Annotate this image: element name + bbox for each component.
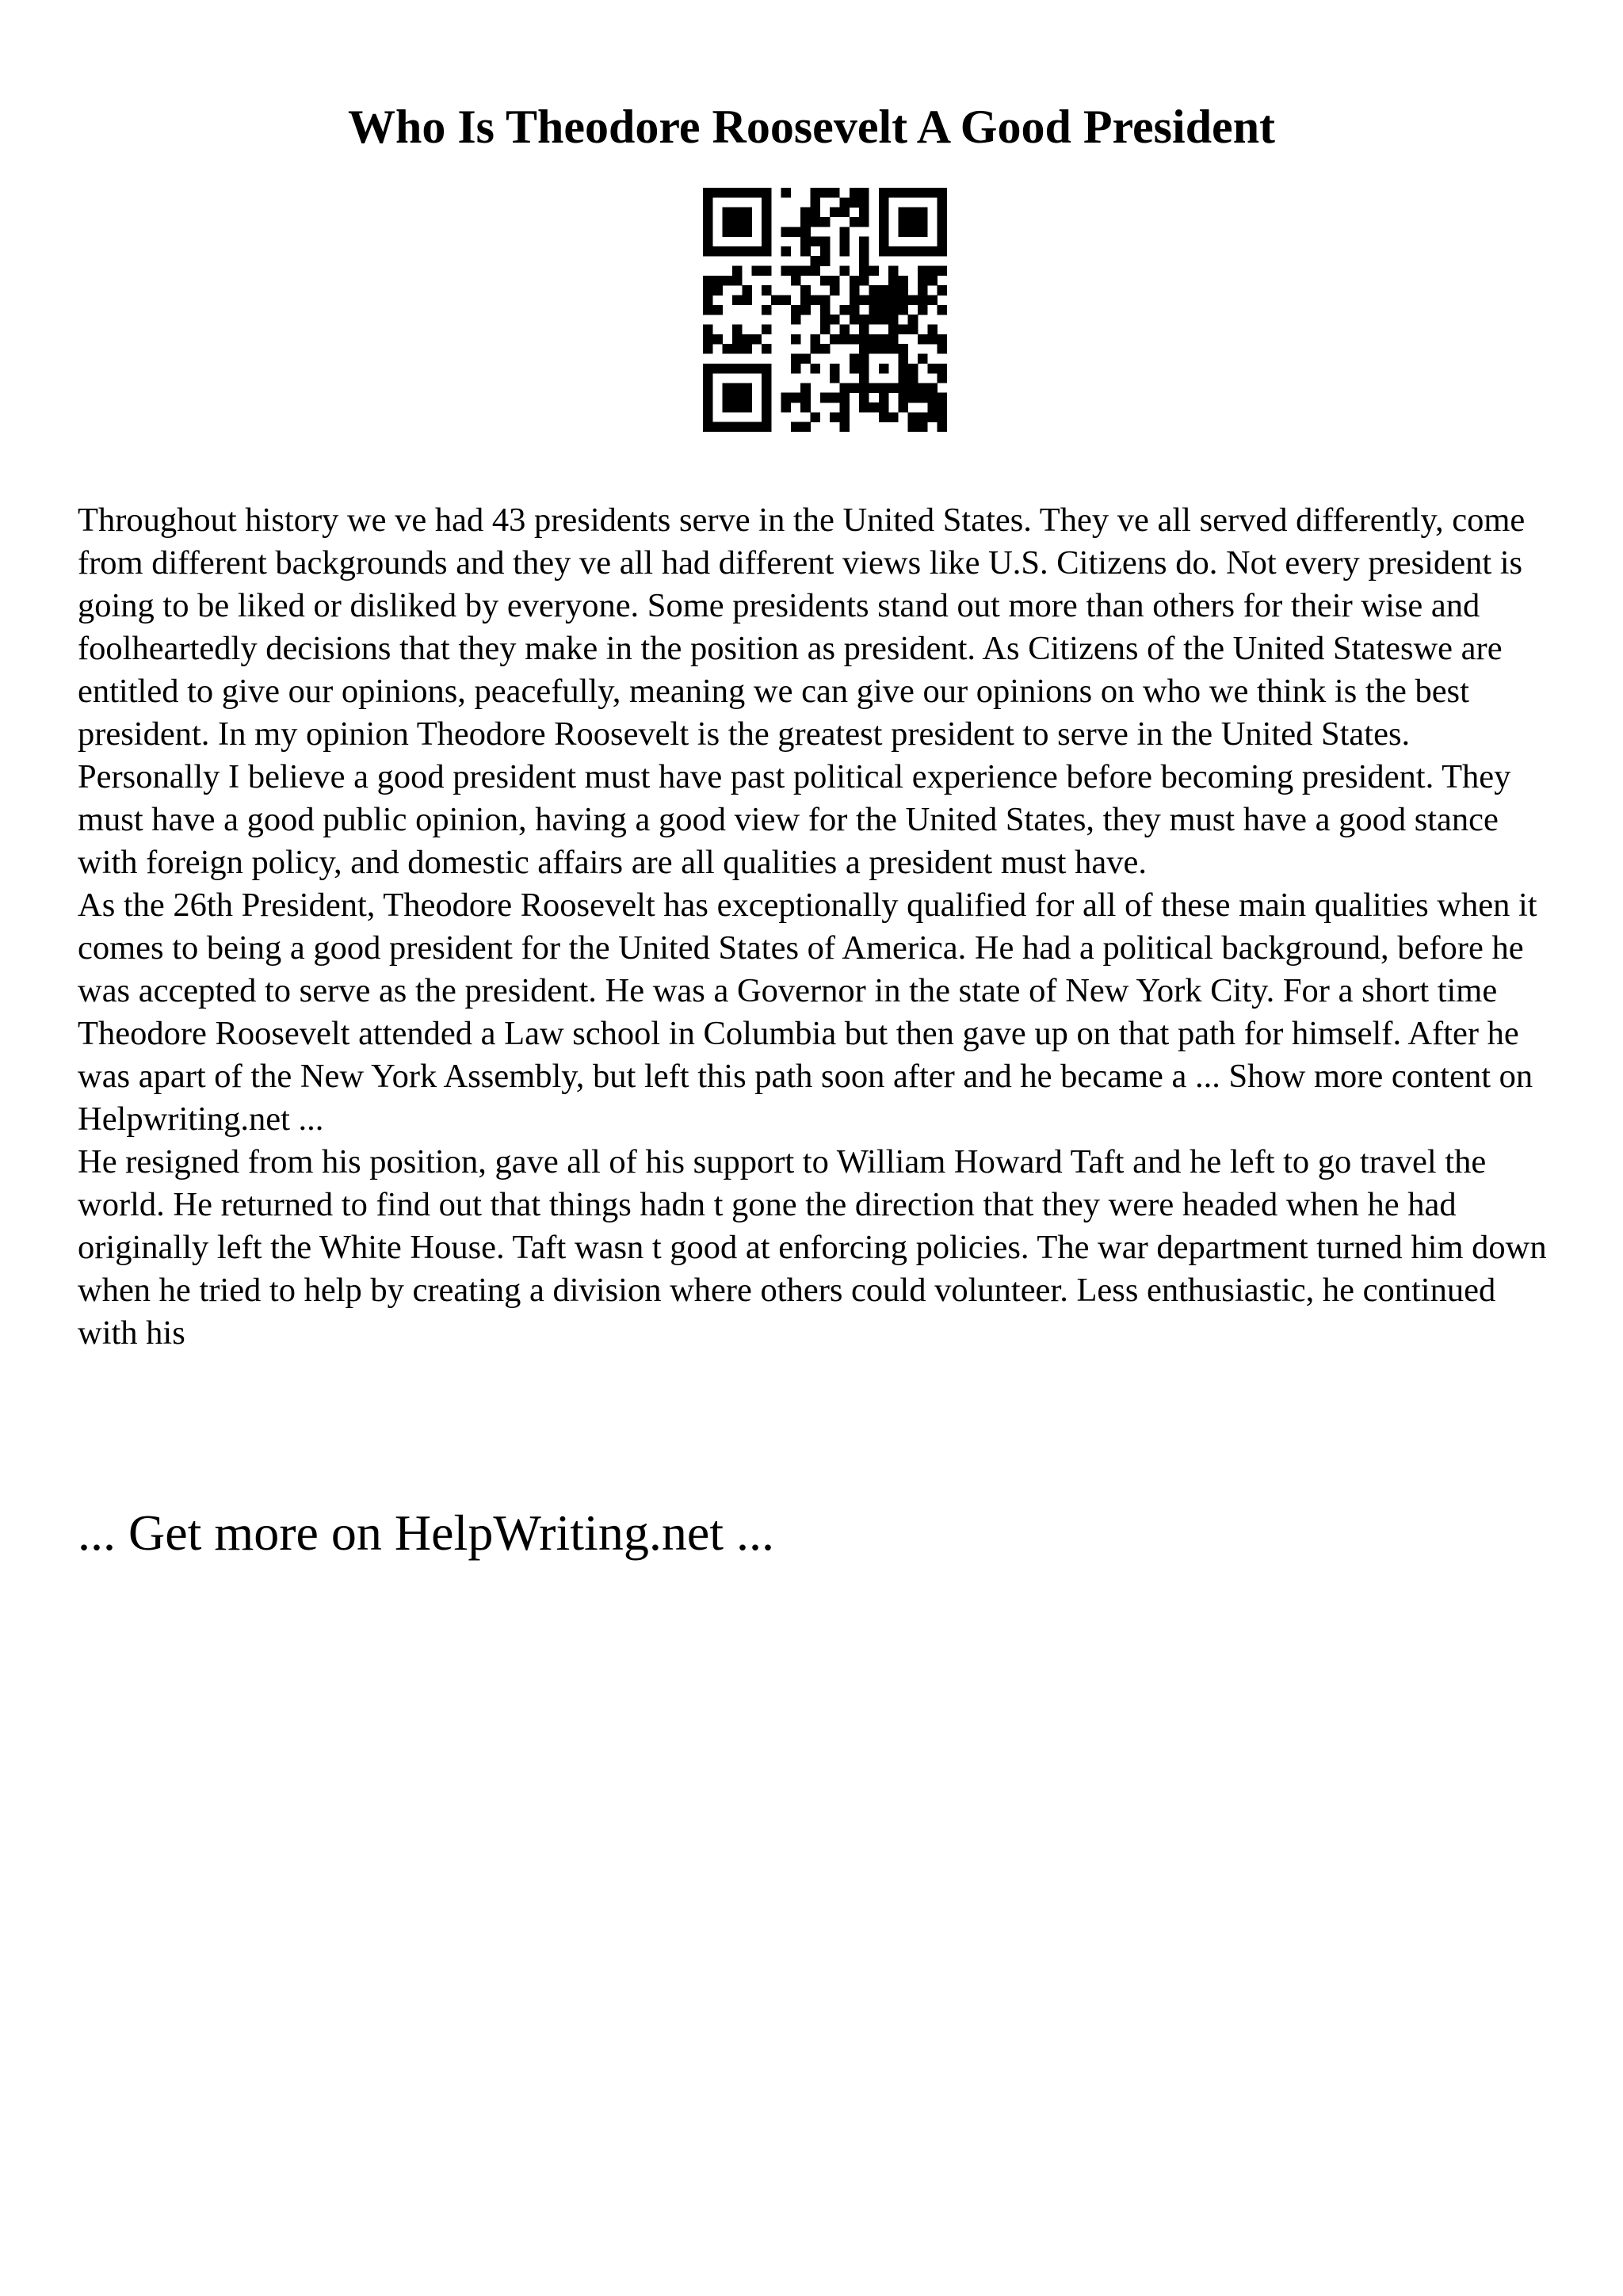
document-title: Who Is Theodore Roosevelt A Good President <box>347 101 1276 153</box>
article-body <box>78 499 1552 1355</box>
paragraph-2: Personally I believe a good president must have past political experience before becoming president. They must have a good public opinion, having a good view for the United States, they must have a good stance with foreign policy, and domestic affairs are all qualities a president must have. <box>78 758 1511 881</box>
get-more-link[interactable]: ... Get more on HelpWriting.net ... <box>78 1505 774 1561</box>
paragraph-4: He resigned from his position, gave all of his support to William Howard Taft and he left to go travel the world. He returned to find out that things hadn t gone the direction that they were headed when he had originally left the White House. Taft wasn t good at enforcing policies. The war department turned him down when he tried to help by creating a division where others could volunteer. Less enthusiastic, he continued with his <box>78 1143 1547 1352</box>
paragraph-1: Throughout history we ve had 43 presidents serve in the United States. They ve all served differently, come from different backgrounds and they ve all had different views like U.S. Citizens do. Not every president is going to be liked or disliked by everyone. Some presidents stand out more than others for their wise and foolheartedly decisions that they make in the position as president. As Citizens of the United Stateswe are entitled to give our opinions, peacefully, meaning we can give our opinions on who we think is the best president. In my opinion Theodore Roosevelt is the greatest president to serve in the United States. <box>78 502 1526 753</box>
paragraph-3: As the 26th President, Theodore Roosevelt has exceptionally qualified for all of these main qualities when it comes to being a good president for the United States of America. He had a political background, before he was accepted to serve as the president. He was a Governor in the state of New York City. For a short time Theodore Roosevelt attended a Law school in Columbia but then gave up on that path for himself. After he was apart of the New York Assembly, but left this path soon after and he became a ... Show more content on Helpwriting.net ... <box>78 887 1537 1138</box>
qr-code-icon <box>703 188 947 432</box>
